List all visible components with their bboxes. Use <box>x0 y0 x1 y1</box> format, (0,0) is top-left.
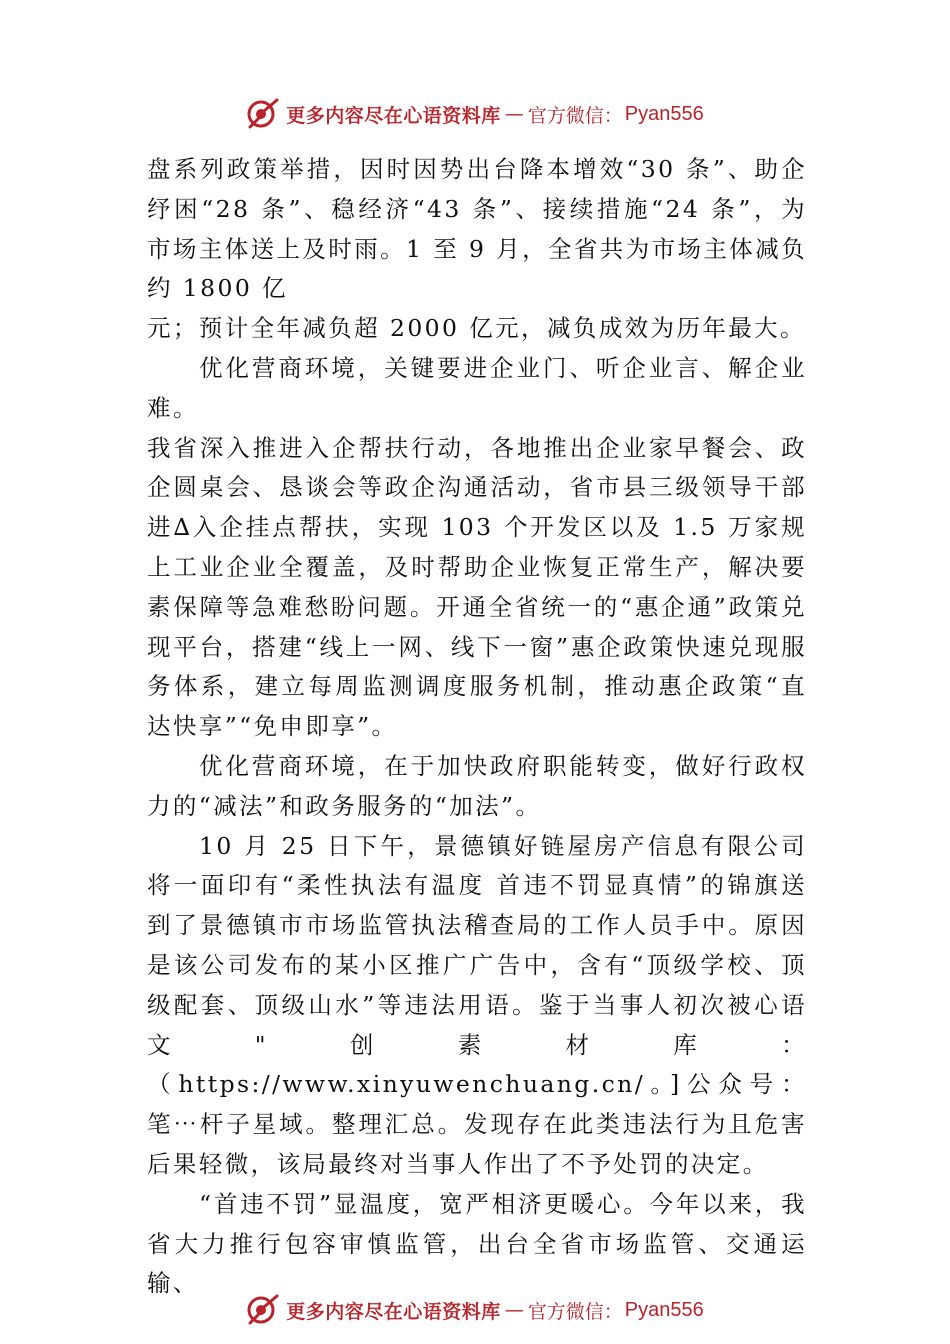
footer-separator: — <box>504 1299 524 1321</box>
footer-brand: 更多内容尽在心语资料库 <box>286 1300 501 1323</box>
header-wechat-label: 官方微信： <box>527 104 623 127</box>
header-brand: 更多内容尽在心语资料库 <box>286 104 501 127</box>
header-banner <box>0 94 950 134</box>
pen-logo-icon <box>246 1293 280 1327</box>
header-separator: — <box>504 103 524 125</box>
paragraph: 优化营商环境，在于加快政府职能转变，做好行政权力的“减法”和政务服务的“加法”。 <box>147 751 807 820</box>
document-body <box>147 150 807 1304</box>
paragraph: 10 月 25 日下午，景德镇好链屋房产信息有限公司将一面印有“柔性执法有温度 首违不罚显真情”的锦旗送到了景德镇市市场监管执法稽查局的工作人员手中。原因是该公司发布的某小区推广广告中，含有“顶级学校、顶级配套、顶级山水”等违法用语。鉴于当事人初次被心语文"创素材库：（https://www.xinyuwenchuang.cn/。]公众号：笔⋯杆子星域。整理汇总。发现存在此类违法行为且危害后果轻微，该局最终对当事人作出了不予处罚的决定。 <box>147 831 807 1178</box>
footer-wechat-label: 官方微信： <box>527 1300 623 1323</box>
header-wechat-id: Pyan556 <box>624 102 704 125</box>
paragraph: “首违不罚”显温度，宽严相济更暖心。今年以来，我省大力推行包容审慎监管，出台全省市场监管、交通运输、 <box>147 1189 807 1298</box>
pen-logo-icon <box>246 97 280 131</box>
footer-wechat-id: Pyan556 <box>624 1298 704 1321</box>
footer-banner <box>0 1290 950 1330</box>
paragraph: 我省深入推进入企帮扶行动，各地推出企业家早餐会、政企圆桌会、恳谈会等政企沟通活动，省市县三级领导干部进∆入企挂点帮扶，实现 103 个开发区以及 1.5 万家规上工业企业全覆盖，及时帮助企业恢复正常生产，解决要素保障等急难愁盼问题。开通全省统一的“惠企通”政策兑现平台，搭建“线上一网、线下一窗”惠企政策快速兑现服务体系，建立每周监测调度服务机制，推动惠企政策“直达快享”“免申即享”。 <box>147 433 807 741</box>
paragraph: 元；预计全年减负超 2000 亿元，减负成效为历年最大。 <box>147 314 806 343</box>
paragraph: 盘系列政策举措，因时因势出台降本增效“30 条”、助企纾困“28 条”、稳经济“43 条”、接续措施“24 条”，为市场主体送上及时雨。1 至 9 月，全省共为市场主体减负约 1800 亿 <box>147 155 808 303</box>
paragraph: 优化营商环境，关键要进企业门、听企业言、解企业难。 <box>147 353 807 422</box>
